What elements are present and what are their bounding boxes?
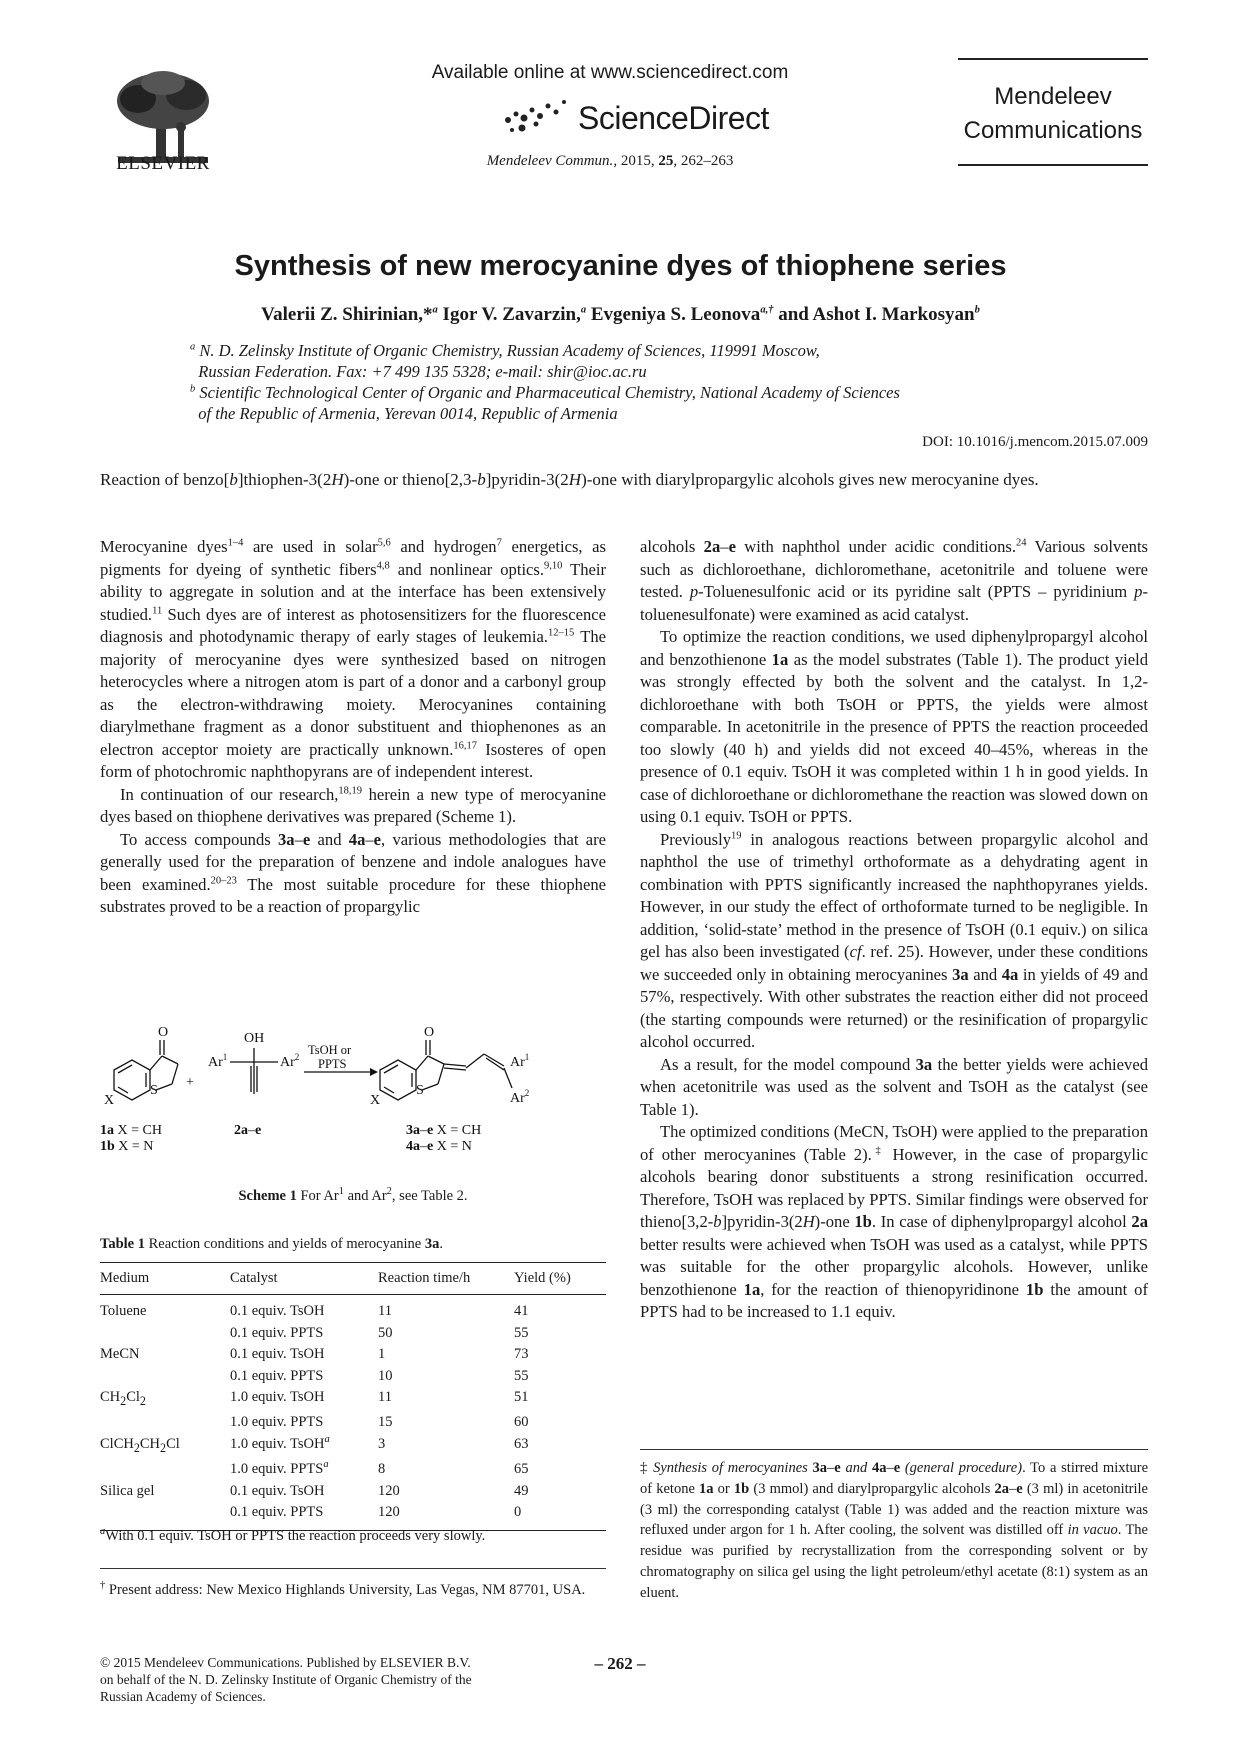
scheme-ar2-reagent: Ar$^2$ <box>280 1052 300 1070</box>
header-yield: Yield (%) <box>514 1263 606 1295</box>
journal-name: Mendeleev Communications <box>963 83 1143 144</box>
article-title: Synthesis of new merocyanine dyes of thiophene series <box>234 250 1007 282</box>
table-row: Toluene 0.1 equiv. TsOH 11 41 <box>100 1303 529 1319</box>
table-header-row <box>100 1263 606 1295</box>
scheme-oxygen-1: O <box>158 1025 169 1040</box>
affiliation-a: $^a$ N. D. Zelinsky Institute of Organic Chemistry, Russian Academy of Sciences, 119991 Moscow, Russian Federation. Fax: +7 499 135 5328; e-mail: shir@ioc.ac.ru <box>190 341 820 381</box>
scheme-ar1-product: Ar$^1$ <box>510 1052 530 1070</box>
footnote-present-address: † Present address: New Mexico Highlands University, Las Vegas, NM 87701, USA. <box>100 1580 586 1598</box>
paragraph-optimized: The optimized conditions (MeCN, TsOH) were applied to the preparation of other merocyanines (Table 2).‡ However, in the case of propargylic alcohols bearing donor substituents a strong resinification occurred. Therefore, TsOH was replaced by PPTS. Similar findings were observed for thieno[3,2-b]pyridin-3(2H)-one 1b. In case of diphenylpropargyl alcohol 2a better results were achieved when TsOH was used as a catalyst, while PPTS was suitable for the other propargylic alcohols. However, unlike benzothienone 1a, for the reaction of thienopyridinone 1b the amount of PPTS had to be increased to 1.1 equiv. <box>640 1122 1149 1321</box>
copyright-notice: © 2015 Mendeleev Communications. Published by ELSEVIER B.V. on behalf of the N. D. Zelinsky Institute of Organic Chemistry of the Russian Academy of Sciences. <box>100 1655 472 1704</box>
footnote-rule-left <box>100 1568 606 1569</box>
header-time: Reaction time/h <box>378 1263 514 1295</box>
table-reaction-conditions <box>100 1262 606 1531</box>
scheme-sulfur-1: S <box>150 1083 158 1098</box>
scheme-hydroxyl: OH <box>244 1031 265 1046</box>
scheme-catalyst-1: TsOH or <box>308 1043 352 1057</box>
scheme-ar2-product: Ar$^2$ <box>510 1088 530 1106</box>
page-number: – 262 – <box>594 1654 646 1673</box>
sciencedirect-dots-icon <box>500 92 580 138</box>
scheme-label-4: 4a–e X = N <box>406 1139 472 1154</box>
footnote-general-procedure: ‡ Synthesis of merocyanines 3a–e and 4a–e (general procedure). To a stirred mixture of ketone 1a or 1b (3 mmol) and diarylpropargylic alcohols 2a–e (3 ml) in acetonitrile (3 ml) the corresponding catalyst (Table 1) was added and the reaction mixture was refluxed under argon for 1 h. After cooling, the solvent was distilled off in vacuo. The residue was purified by recrystallization from the corresponding solvent or by chromatography on silica gel using the light petroleum/ethyl acetate (8:1) system as an eluent. <box>640 1460 1149 1601</box>
right-column <box>640 536 1148 1324</box>
abstract: Reaction of benzo[b]thiophen-3(2H)-one or thieno[2,3-b]pyridin-3(2H)-one with diarylpropargylic alcohols gives new merocyanine dyes. <box>100 470 1039 489</box>
footnote-rule-right <box>640 1449 1148 1450</box>
scheme-1-diagram <box>100 1022 606 1182</box>
table-row: $ClCH_2CH_2Cl$ 1.0 equiv. TsOH$^a$ 3 63 <box>100 1434 529 1455</box>
scheme-caption: Scheme 1 For Ar$^1$ and Ar$^2$, see Table 2. <box>238 1186 468 1204</box>
journal-rule-top <box>958 58 1148 60</box>
scheme-x-1: X <box>104 1093 115 1108</box>
table-row: 1.0 equiv. PPTS$^a$ 8 65 <box>230 1459 529 1478</box>
scheme-x-3: X <box>370 1093 381 1108</box>
scheme-catalyst-2: PPTS <box>318 1057 347 1071</box>
paragraph-result: As a result, for the model compound 3a the better yields were achieved when acetonitrile was used as the solvent and TsOH as the catalyst (see Table 1). <box>640 1054 1148 1119</box>
table-row: Silica gel 0.1 equiv. TsOH 120 49 <box>100 1482 529 1499</box>
author-list: Valerii Z. Shirinian,*$^a$ Igor V. Zavarzin,$^a$ Evgeniya S. Leonova$^{a,\dagger}$ and Ashot I. Markosyan$^b$ <box>261 304 980 325</box>
table-row: 0.1 equiv. PPTS 120 0 <box>100 1502 606 1530</box>
scheme-label-1b: 1b X = N <box>100 1139 154 1154</box>
paragraph-continuation: In continuation of our research,$^{18,19}$ herein a new type of merocyanine dyes based on thiophene derivatives was prepared (Scheme 1). <box>100 784 606 826</box>
paragraph-previously: Previously$^{19}$ in analogous reactions between propargylic alcohol and naphthol the use of trimethyl orthoformate as a dehydrating agent in combination with PPTS significantly increased the naphthopyranes yields. However, in our study the effect of orthoformate turned to be negligible. In addition, ‘solid-state’ method in the presence of TsOH (0.1 equiv.) on silica gel has also been investigated (cf. ref. 25). However, under these conditions we succeeded only in obtaining merocyanines 3a and 4a in yields of 49 and 57%, respectively. With other substrates the reaction either did not proceed (the starting compounds were returned) or the resinification of propargylic alcohol occurred. <box>640 829 1148 1051</box>
scheme-ar1-reagent: Ar$^1$ <box>208 1052 228 1070</box>
header-medium: Medium <box>100 1263 230 1295</box>
paragraph-access: To access compounds 3a–e and 4a–e, various methodologies that are generally used for the preparation of benzene and indole analogues have been examined.$^{20-23}$ The most suitable procedure for these thiophene substrates proved to be a reaction of propargylic <box>100 829 606 916</box>
scheme-label-2: 2a–e <box>234 1123 262 1138</box>
table-caption: Table 1 Reaction conditions and yields of merocyanine 3a. <box>100 1236 443 1252</box>
table-row: 0.1 equiv. PPTS 10 55 <box>230 1367 529 1384</box>
paragraph-intro: Merocyanine dyes$^{1-4}$ are used in solar$^{5,6}$ and hydrogen$^7$ energetics, as pigments for dyeing of synthetic fibers$^{4,8}$ and nonlinear optics.$^{9,10}$ Their ability to aggregate in solution and at the interface has been extensively studied.$^{11}$ Such dyes are of interest as photosensitizers for the fluorescence diagnosis and photodynamic therapy of early stages of leukemia.$^{12-15}$ The majority of merocyanine dyes were synthesized based on nitrogen heterocycles where a nitrogen atom is part of a donor and a carbonyl group as the electron-withdrawing moiety. Merocyanines containing diarylmethane fragment as a donor substituent and thiophenones as an electron acceptor moiety are practically unknown.$^{16,17}$ Isosteres of open form of photochromic naphthopyrans are of independent interest. <box>100 537 606 781</box>
scheme-label-1a: 1a X = CH <box>100 1123 162 1138</box>
affiliation-b: $^b$ Scientific Technological Center of Organic and Pharmaceutical Chemistry, National Academy of Sciences of the Republic of Armenia, Yerevan 0014, Republic of Armenia <box>190 383 900 423</box>
scheme-oxygen-3: O <box>424 1025 435 1040</box>
table-row: $CH_2Cl_2$ 1.0 equiv. TsOH 11 51 <box>100 1389 529 1408</box>
paragraph-optimize: To optimize the reaction conditions, we used diphenylpropargyl alcohol and benzothienone 1a as the model substrates (Table 1). The product yield was strongly effected by both the solvent and the catalyst. In 1,2-dichloroethane with both TsOH or PPTS, the yields were almost comparable. In acetonitrile in the presence of PPTS the reaction proceeded too slowly (40 h) and yields did not exceed 40–45%, whereas in the presence of 0.1 equiv. TsOH it was completed within 1 h in good yields. In case of dichloroethane or dichloromethane the reaction was slowed down on using 0.1 equiv. TsOH or PPTS. <box>640 627 1149 826</box>
sciencedirect-wordmark: ScienceDirect <box>578 100 769 136</box>
citation-line: Mendeleev Commun., 2015, 25, 262–263 <box>486 153 734 169</box>
table-footnote: $^a$With 0.1 equiv. TsOH or PPTS the reaction proceeds very slowly. <box>100 1526 486 1544</box>
paragraph-alcohols: alcohols 2a–e with naphthol under acidic conditions.$^{24}$ Various solvents such as dichloroethane, dichloromethane, acetonitrile and toluene were tested. p-Toluenesulfonic acid or its pyridine salt (PPTS – pyridinium p-toluenesulfonate) were examined as acid catalyst. <box>640 537 1149 624</box>
scheme-sulfur-3: S <box>416 1083 424 1098</box>
scheme-plus: + <box>186 1075 194 1090</box>
publisher-name: ELSEVIER <box>116 153 210 174</box>
table-row: MeCN 0.1 equiv. TsOH 1 73 <box>100 1346 529 1362</box>
table-row: 1.0 equiv. PPTS 15 60 <box>230 1414 529 1431</box>
scheme-label-3: 3a–e X = CH <box>406 1123 482 1138</box>
journal-rule-bottom <box>958 164 1148 166</box>
header-catalyst: Catalyst <box>230 1263 378 1295</box>
table-row: 0.1 equiv. PPTS 50 55 <box>230 1324 529 1341</box>
available-online-text: Available online at www.sciencedirect.com <box>431 62 789 83</box>
doi-link[interactable]: DOI: 10.1016/j.mencom.2015.07.009 <box>922 434 1148 450</box>
left-column <box>100 536 606 919</box>
